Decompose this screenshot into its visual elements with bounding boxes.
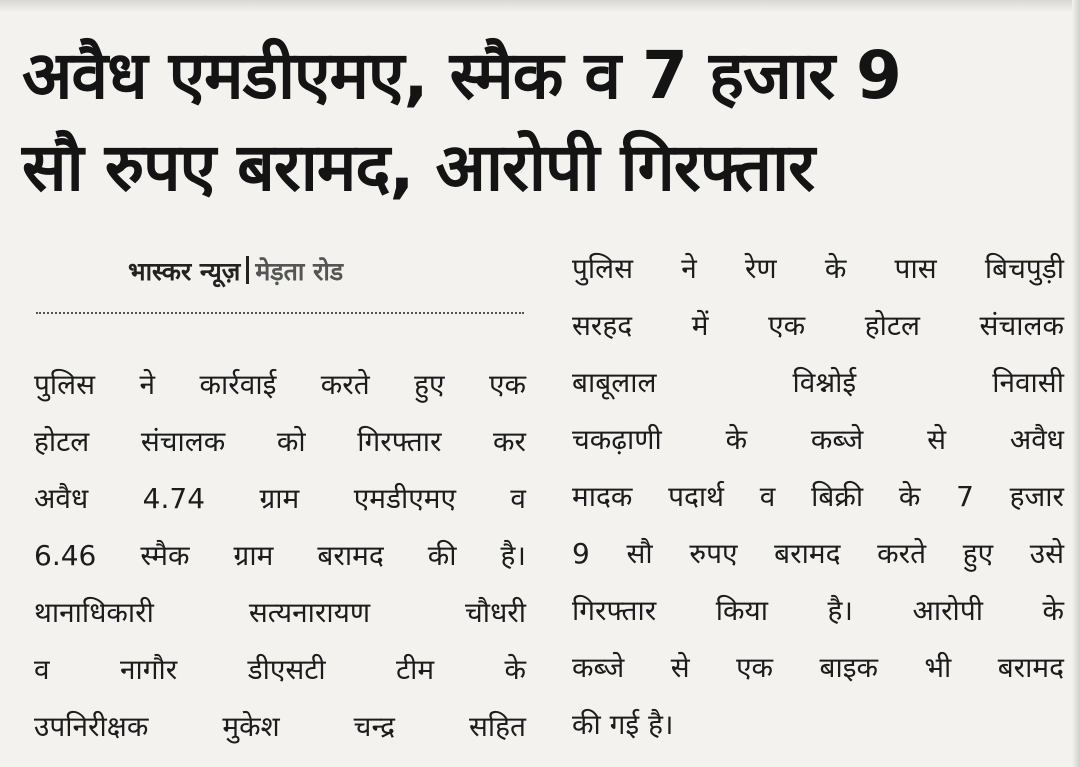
byline <box>128 254 343 288</box>
page-top-edge <box>0 0 1080 12</box>
headline-line-2: सौ रुपए बरामद, आरोपी गिरफ्तार <box>22 129 815 206</box>
article-line: व नागौर डीएसटी टीम के <box>34 653 526 686</box>
article-line: अवैध 4.74 ग्राम एमडीएमए व <box>34 482 526 515</box>
page-right-edge <box>1072 0 1080 767</box>
byline-divider <box>36 312 524 314</box>
byline-source: भास्कर न्यूज़ <box>128 257 241 286</box>
article-line: गिरफ्तार किया है। आरोपी के <box>572 594 1064 627</box>
headline <box>22 30 1042 214</box>
article-line: चकढ़ाणी के कब्जे से अवैध <box>572 423 1064 456</box>
headline-line-1: अवैध एमडीएमए, स्मैक व 7 हजार 9 <box>22 37 901 114</box>
article-line: थानाधिकारी सत्यनारायण चौधरी <box>34 596 526 629</box>
article-line: 6.46 स्मैक ग्राम बरामद की है। <box>34 539 526 572</box>
article-line: मादक पदार्थ व बिक्री के 7 हजार <box>572 480 1064 513</box>
article-line: की गई है। <box>572 708 674 741</box>
article-line: उपनिरीक्षक मुकेश चन्द्र सहित <box>34 710 526 743</box>
article-left-column <box>34 356 526 755</box>
article-line: पुलिस ने रेण के पास बिचपुड़ी <box>572 252 1064 285</box>
article-line: कब्जे से एक बाइक भी बरामद <box>572 651 1064 684</box>
byline-location: मेड़ता रोड <box>255 257 344 286</box>
article-line: होटल संचालक को गिरफ्तार कर <box>34 425 526 458</box>
article-line: पुलिस ने कार्रवाई करते हुए एक <box>34 368 526 401</box>
article-line: सरहद में एक होटल संचालक <box>572 309 1064 342</box>
byline-separator <box>246 256 249 284</box>
article-line: बाबूलाल विश्नोई निवासी <box>572 366 1064 399</box>
article-line: 9 सौ रुपए बरामद करते हुए उसे <box>572 537 1064 570</box>
article-right-column <box>572 240 1064 753</box>
